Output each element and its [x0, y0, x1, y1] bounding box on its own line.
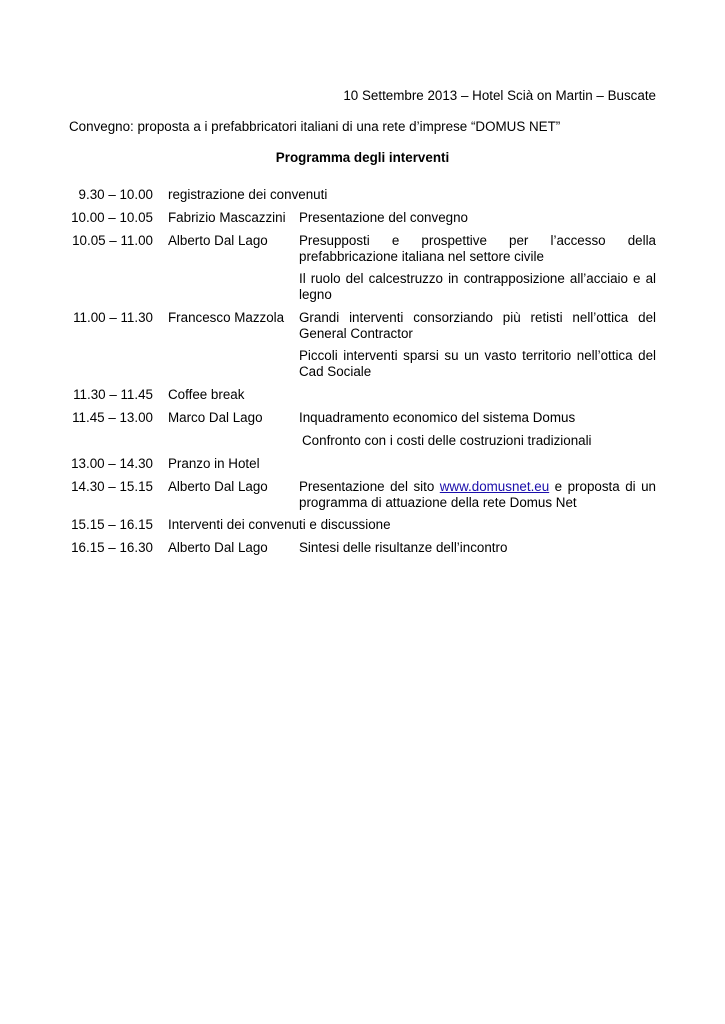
- speaker-name: Francesco Mazzola: [168, 310, 285, 325]
- talk-description: [299, 210, 656, 226]
- schedule-row: [69, 479, 656, 517]
- talk-item: Confronto con i costi delle costruzioni tradizionali: [302, 432, 592, 448]
- talk-item: Il ruolo del calcestruzzo in contrapposizione all’acciaio e al legno: [299, 271, 656, 302]
- speaker-name: Fabrizio Mascazzini: [168, 210, 286, 225]
- time-slot: 15.15 – 16.15: [71, 517, 153, 532]
- talk-item: Piccoli interventi sparsi su un vasto territorio nell’ottica del Cad Sociale: [299, 348, 656, 379]
- talk-description: [299, 310, 656, 379]
- time-slot: 16.15 – 16.30: [71, 540, 153, 555]
- time-slot: 11.45 – 13.00: [72, 410, 153, 425]
- schedule-row: [69, 517, 656, 540]
- talk-item: Grandi interventi consorziando più retisti nell’ottica del General Contractor: [299, 310, 656, 341]
- program-heading: Programma degli interventi: [275, 150, 450, 165]
- time-slot: 10.05 – 11.00: [72, 233, 153, 248]
- talk-item: Presentazione del sito www.domusnet.eu e proposta di un programma di attuazione della rete Domus Net: [299, 479, 656, 510]
- talk-description: [299, 479, 656, 510]
- talk-item: Sintesi delle risultanze dell’incontro: [299, 540, 508, 555]
- activity: Interventi dei convenuti e discussione: [168, 517, 391, 532]
- talk-item: Inquadramento economico del sistema Domus: [299, 410, 576, 425]
- activity: Coffee break: [168, 387, 245, 402]
- schedule-row: [69, 410, 656, 456]
- schedule-row: [69, 540, 656, 563]
- talk-description: [299, 540, 656, 556]
- website-link[interactable]: www.domusnet.eu: [439, 479, 550, 494]
- speaker-name: Alberto Dal Lago: [168, 479, 268, 494]
- talk-item: Presentazione del convegno: [299, 210, 468, 225]
- talk-item: Presupposti e prospettive per l’accesso della prefabbricazione italiana nel settore civile: [299, 233, 656, 264]
- schedule-row: [69, 310, 656, 387]
- speaker-name: Alberto Dal Lago: [168, 233, 268, 248]
- talk-description: [299, 233, 656, 302]
- talk-description: [299, 410, 656, 448]
- speaker-name: Marco Dal Lago: [168, 410, 263, 425]
- time-slot: 14.30 – 15.15: [71, 479, 153, 494]
- date-venue-line: 10 Settembre 2013 – Hotel Scià on Martin – Buscate: [343, 88, 656, 103]
- time-slot: 13.00 – 14.30: [71, 456, 153, 471]
- time-slot: 9.30 – 10.00: [78, 187, 153, 202]
- schedule-table: [69, 187, 656, 563]
- activity: Pranzo in Hotel: [168, 456, 260, 471]
- time-slot: 10.00 – 10.05: [71, 210, 153, 225]
- convegno-title: Convegno: proposta a i prefabbricatori italiani di una rete d’imprese “DOMUS NET”: [69, 119, 561, 134]
- time-slot: 11.30 – 11.45: [73, 387, 153, 402]
- time-slot: 11.00 – 11.30: [73, 310, 153, 325]
- schedule-row: [69, 387, 656, 410]
- schedule-row: [69, 456, 656, 479]
- schedule-row: [69, 187, 656, 210]
- schedule-row: [69, 210, 656, 233]
- activity: registrazione dei convenuti: [168, 187, 328, 202]
- speaker-name: Alberto Dal Lago: [168, 540, 268, 555]
- schedule-row: [69, 233, 656, 310]
